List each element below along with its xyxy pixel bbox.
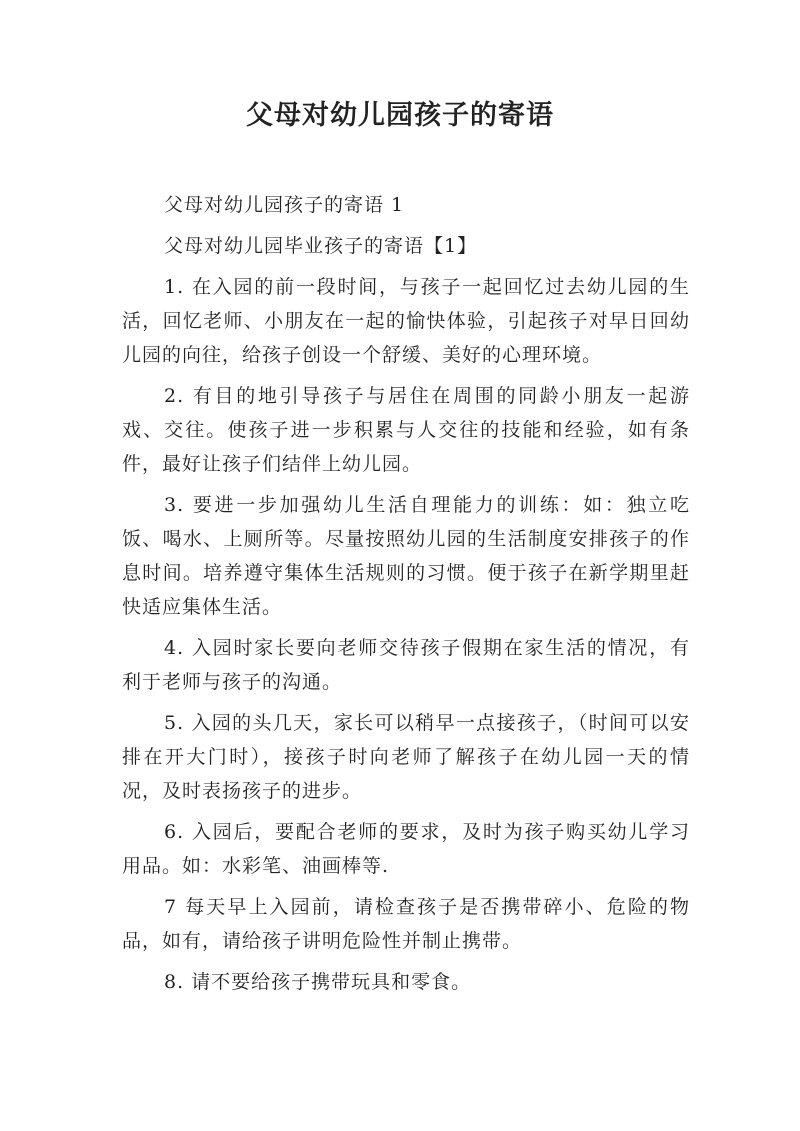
paragraph-2: 2. 有目的地引导孩子与居住在周围的同龄小朋友一起游戏、交往。使孩子进一步积累与人交往的技能和经验，如有条件，最好让孩子们结伴上幼儿园。 (122, 385, 690, 475)
subheading-1: 父母对幼儿园孩子的寄语 1 (164, 194, 405, 216)
paragraph-4: 4. 入园时家长要向老师交待孩子假期在家生活的情况，有利于老师与孩子的沟通。 (122, 637, 690, 693)
subheading-2: 父母对幼儿园毕业孩子的寄语【1】 (164, 235, 478, 257)
paragraph-1: 1. 在入园的前一段时间，与孩子一起回忆过去幼儿园的生活，回忆老师、小朋友在一起的愉快体验，引起孩子对早日回幼儿园的向往，给孩子创设一个舒缓、美好的心理环境。 (122, 276, 690, 366)
paragraph-6: 6. 入园后，要配合老师的要求，及时为孩子购买幼儿学习用品。如：水彩笔、油画棒等. (122, 821, 690, 877)
document-title: 父母对幼儿园孩子的寄语 (246, 100, 554, 131)
paragraph-5: 5. 入园的头几天，家长可以稍早一点接孩子，（时间可以安排在开大门时），接孩子时向老师了解孩子在幼儿园一天的情况，及时表扬孩子的进步。 (122, 712, 690, 802)
paragraph-7: 7 每天早上入园前，请检查孩子是否携带碎小、危险的物品，如有，请给孩子讲明危险性并制止携带。 (122, 896, 690, 952)
document-body (122, 188, 690, 1006)
paragraph-8: 8. 请不要给孩子携带玩具和零食。 (164, 971, 472, 993)
paragraph-3: 3. 要进一步加强幼儿生活自理能力的训练：如：独立吃饭、喝水、上厕所等。尽量按照幼儿园的生活制度安排孩子的作息时间。培养遵守集体生活规则的习惯。便于孩子在新学期里赶快适应集体生活。 (122, 494, 690, 618)
